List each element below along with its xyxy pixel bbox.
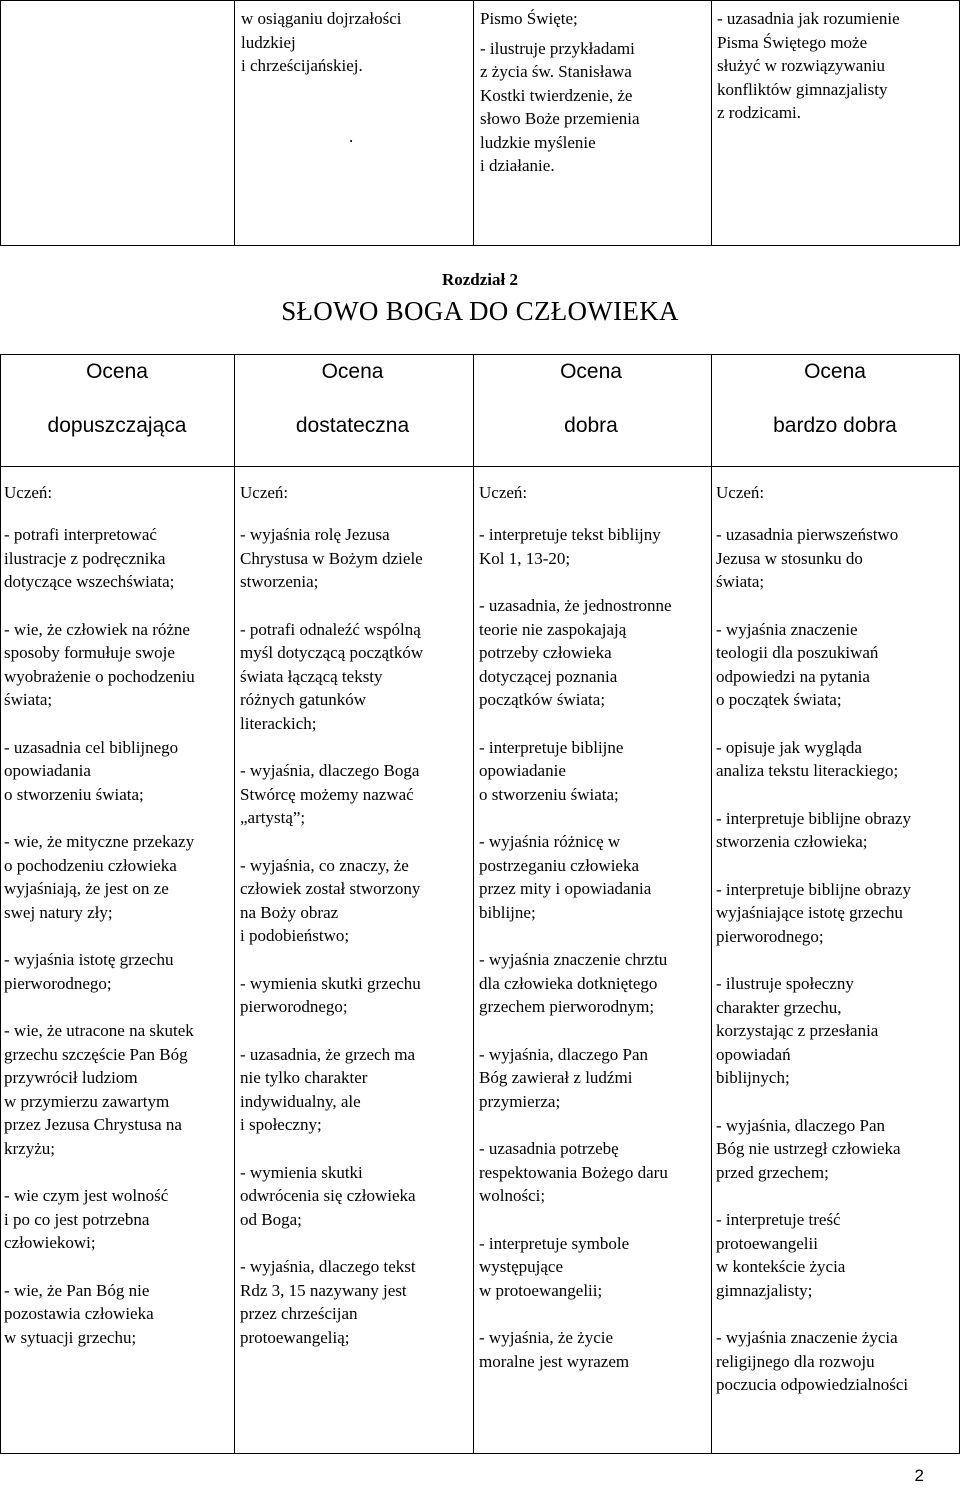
requirement-line: przez Jezusa Chrystusa na — [4, 1115, 182, 1134]
requirement-line: i po co jest potrzebna — [4, 1209, 150, 1229]
column-bardzo-dobra — [716, 523, 911, 1397]
requirement-line: myśl dotyczącą początków — [240, 643, 424, 662]
requirement-line: ilustracje z podręcznika — [4, 548, 166, 568]
requirement-line: protoewangelią; — [240, 1327, 350, 1347]
requirement-line: człowiekowi; — [4, 1233, 96, 1252]
requirement-line: przymierza; — [479, 1091, 561, 1111]
requirement-line: o stworzeniu świata; — [4, 784, 144, 804]
requirement-line: - opisuje jak wygląda — [716, 737, 862, 757]
requirement-line: odwrócenia się człowieka — [240, 1186, 416, 1205]
requirement-line: Stwórcę możemy nazwać — [240, 784, 414, 804]
requirement-line: przez mity i opowiadania — [479, 879, 652, 898]
requirement-line: - uzasadnia cel biblijnego — [4, 737, 179, 757]
requirement-line: - wyjaśnia istotę grzechu — [4, 950, 174, 969]
requirement-line: człowiek został stworzony — [240, 879, 421, 898]
requirement-line: korzystając z przesłania — [716, 1021, 879, 1040]
requirement-line: protoewangelii — [716, 1233, 818, 1253]
requirement-line: odpowiedzi na pytania — [716, 666, 870, 686]
requirement-line: - wie, że utracone na skutek — [4, 1021, 194, 1040]
requirement-line: Jezusa w stosunku do — [716, 548, 863, 568]
requirement-line: wolności; — [479, 1186, 546, 1205]
requirement-line: stworzenia człowieka; — [716, 832, 868, 851]
requirement-line: - interpretuje treść — [716, 1210, 841, 1229]
requirement-line: - wyjaśnia znaczenie życia — [716, 1328, 898, 1347]
grade-header-name: dobra — [564, 414, 618, 437]
requirement-line: charakter grzechu, — [716, 997, 842, 1017]
student-label: Uczeń: — [240, 483, 289, 502]
requirement-line: pierworodnego; — [4, 973, 112, 993]
top-col1-line — [241, 78, 402, 102]
requirement-line: i społeczny; — [240, 1115, 322, 1134]
requirement-line: przed grzechem; — [716, 1162, 829, 1182]
requirement-line: o pochodzeniu człowieka — [4, 855, 177, 875]
requirement-line: biblijnych; — [716, 1068, 790, 1087]
requirement-line: grzechu szczęście Pan Bóg — [4, 1044, 188, 1064]
top-col3-line: konfliktów gimnazjalisty — [717, 79, 888, 99]
requirement-line: indywidualny, ale — [240, 1091, 361, 1111]
requirement-line: - wyjaśnia, co znaczy, że — [240, 855, 409, 875]
requirement-line: grzechem pierworodnym; — [479, 997, 655, 1016]
requirement-line: początków świata; — [479, 690, 606, 709]
requirement-line: - wyjaśnia znaczenie — [716, 619, 858, 639]
top-table-col3 — [717, 7, 900, 125]
requirement-line: Bóg zawierał z ludźmi — [479, 1068, 633, 1087]
top-col2-line: i działanie. — [480, 156, 555, 175]
requirement-line: opowiadania — [4, 761, 91, 780]
requirement-line: - uzasadnia, że grzech ma — [240, 1044, 416, 1064]
top-col2-line: Pismo Święte; — [480, 9, 578, 28]
requirement-line: świata; — [716, 572, 765, 591]
requirement-line: moralne jest wyrazem — [479, 1351, 630, 1371]
requirement-line: pierworodnego; — [240, 997, 348, 1016]
requirement-line: stworzenia; — [240, 572, 319, 591]
requirement-line: w kontekście życia — [716, 1257, 846, 1276]
requirement-line: swej natury zły; — [4, 902, 113, 922]
requirement-line: - potrafi interpretować — [4, 525, 157, 544]
requirement-line: - wyjaśnia, że życie — [479, 1328, 614, 1347]
student-label: Uczeń: — [716, 483, 765, 502]
requirement-line: przywrócił ludziom — [4, 1068, 138, 1087]
requirement-line: teorie nie zaspokajają — [479, 619, 627, 639]
top-col1-line — [241, 101, 402, 125]
grade-header-top: Ocena — [560, 360, 622, 383]
requirement-line: - wie, że Pan Bóg nie — [4, 1280, 150, 1300]
requirement-line: w protoewangelii; — [479, 1280, 603, 1300]
requirement-line: - ilustruje społeczny — [716, 974, 854, 993]
requirement-line: nie tylko charakter — [240, 1068, 368, 1087]
requirement-line: krzyżu; — [4, 1138, 55, 1158]
requirement-line: potrzeby człowieka — [479, 643, 612, 662]
requirement-line: - wyjaśnia znaczenie chrztu — [479, 950, 668, 969]
requirement-line: - interpretuje tekst biblijny — [479, 525, 661, 544]
requirement-line: Bóg nie ustrzegł człowieka — [716, 1139, 901, 1158]
grade-header-name: bardzo dobra — [773, 414, 897, 437]
requirement-line: religijnego dla rozwoju — [716, 1351, 875, 1371]
requirement-line: Kol 1, 13-20; — [479, 548, 571, 568]
requirement-line: świata łączącą teksty — [240, 666, 383, 686]
requirement-line: wyjaśniające istotę grzechu — [716, 903, 903, 922]
requirement-line: wyobrażenie o pochodzeniu — [4, 666, 195, 686]
requirement-line: przez chrześcijan — [240, 1304, 358, 1323]
top-col1-line: ludzkiej — [241, 32, 296, 52]
requirement-line: Rdz 3, 15 nazywany jest — [240, 1280, 407, 1300]
grade-header-top: Ocena — [804, 360, 866, 383]
requirement-line: dotyczącej poznania — [479, 666, 618, 686]
requirement-line: analiza tekstu literackiego; — [716, 761, 899, 780]
requirement-line: pierworodnego; — [716, 926, 824, 946]
requirement-line: gimnazjalisty; — [716, 1280, 813, 1300]
requirement-line: respektowania Bożego daru — [479, 1162, 668, 1182]
requirement-line: postrzeganiu człowieka — [479, 855, 640, 875]
top-col3-line: Pisma Świętego może — [717, 32, 868, 52]
requirement-line: Chrystusa w Bożym dziele — [240, 548, 423, 568]
grade-header-top: Ocena — [321, 360, 384, 383]
requirement-line: - wyjaśnia różnicę w — [479, 832, 621, 851]
requirement-line: poczucia odpowiedzialności — [716, 1375, 909, 1394]
top-col1-dot: . — [349, 126, 354, 146]
top-col2-line: ludzkie myślenie — [480, 132, 596, 152]
top-table-col1 — [241, 7, 402, 148]
requirement-line: - wyjaśnia, dlaczego Boga — [240, 761, 420, 780]
requirement-line: - wymienia skutki grzechu — [240, 973, 421, 993]
requirement-line: - interpretuje biblijne — [479, 737, 624, 757]
top-col2-line: Kostki twierdzenie, że — [480, 85, 633, 105]
requirement-line: - wymienia skutki — [240, 1162, 363, 1182]
requirement-line: - potrafi odnaleźć wspólną — [240, 619, 421, 639]
requirement-line: - uzasadnia, że jednostronne — [479, 596, 672, 615]
requirement-line: - interpretuje symbole — [479, 1233, 630, 1253]
top-col1-line: w osiąganiu dojrzałości — [241, 9, 402, 28]
chapter-title: SŁOWO BOGA DO CZŁOWIEKA — [281, 296, 679, 326]
requirement-line: - wie, że człowiek na różne — [4, 619, 190, 639]
top-col2-line: - ilustruje przykładami — [480, 38, 635, 58]
page-number: 2 — [914, 1466, 924, 1485]
requirement-line: - wyjaśnia, dlaczego Pan — [479, 1044, 648, 1064]
requirement-line: - uzasadnia pierwszeństwo — [716, 525, 899, 544]
requirement-line: - wyjaśnia rolę Jezusa — [240, 525, 390, 544]
requirement-line: pozostawia człowieka — [4, 1304, 154, 1323]
requirement-line: - uzasadnia potrzebę — [479, 1139, 619, 1158]
requirement-line: występujące — [479, 1257, 564, 1276]
requirement-line: opowiadanie — [479, 761, 566, 780]
requirement-line: - wyjaśnia, dlaczego Pan — [716, 1115, 885, 1135]
requirement-line: biblijne; — [479, 902, 536, 922]
student-label: Uczeń: — [4, 483, 53, 502]
requirement-line: „artystą”; — [240, 808, 306, 827]
column-dopuszczajaca — [4, 523, 195, 1349]
top-col3-line: z rodzicami. — [717, 103, 802, 122]
requirement-line: opowiadań — [716, 1044, 791, 1064]
top-table — [0, 0, 960, 246]
requirement-line: w sytuacji grzechu; — [4, 1327, 137, 1347]
requirement-line: - wyjaśnia, dlaczego tekst — [240, 1257, 416, 1276]
requirement-line: dla człowieka dotkniętego — [479, 973, 658, 993]
top-col3-line: służyć w rozwiązywaniu — [717, 56, 886, 75]
student-label: Uczeń: — [479, 483, 528, 502]
requirement-line: o stworzeniu świata; — [479, 784, 619, 804]
requirement-line: - wie, że mityczne przekazy — [4, 832, 195, 851]
column-dostateczna — [240, 523, 423, 1349]
top-col2-line: słowo Boże przemienia — [480, 109, 640, 128]
grade-header-name: dostateczna — [295, 414, 410, 437]
requirement-line: teologii dla poszukiwań — [716, 643, 879, 662]
requirement-line: - interpretuje biblijne obrazy — [716, 808, 911, 828]
top-col2-line: z życia św. Stanisława — [480, 62, 632, 81]
grade-header-name: dopuszczająca — [47, 414, 187, 437]
requirement-line: sposoby formułuje swoje — [4, 643, 175, 662]
requirement-line: - interpretuje biblijne obrazy — [716, 879, 911, 899]
requirement-line: świata; — [4, 690, 53, 709]
chapter-label: Rozdział 2 — [441, 270, 519, 289]
requirement-line: i podobieństwo; — [240, 926, 350, 945]
column-dobra — [479, 523, 672, 1373]
requirement-line: - wie czym jest wolność — [4, 1186, 169, 1205]
requirement-line: dotyczące wszechświata; — [4, 572, 175, 591]
requirement-line: w przymierzu zawartym — [4, 1091, 170, 1111]
requirement-line: na Boży obraz — [240, 902, 339, 922]
requirement-line: od Boga; — [240, 1209, 302, 1229]
top-col1-line: i chrześcijańskiej. — [241, 56, 363, 75]
requirement-line: wyjaśniają, że jest on ze — [4, 879, 169, 898]
grade-header-top: Ocena — [86, 360, 148, 383]
requirement-line: o początek świata; — [716, 690, 842, 709]
top-col3-line: - uzasadnia jak rozumienie — [717, 9, 900, 28]
requirement-line: literackich; — [240, 713, 317, 733]
top-table-col2 — [480, 7, 640, 178]
requirement-line: różnych gatunków — [240, 690, 367, 709]
